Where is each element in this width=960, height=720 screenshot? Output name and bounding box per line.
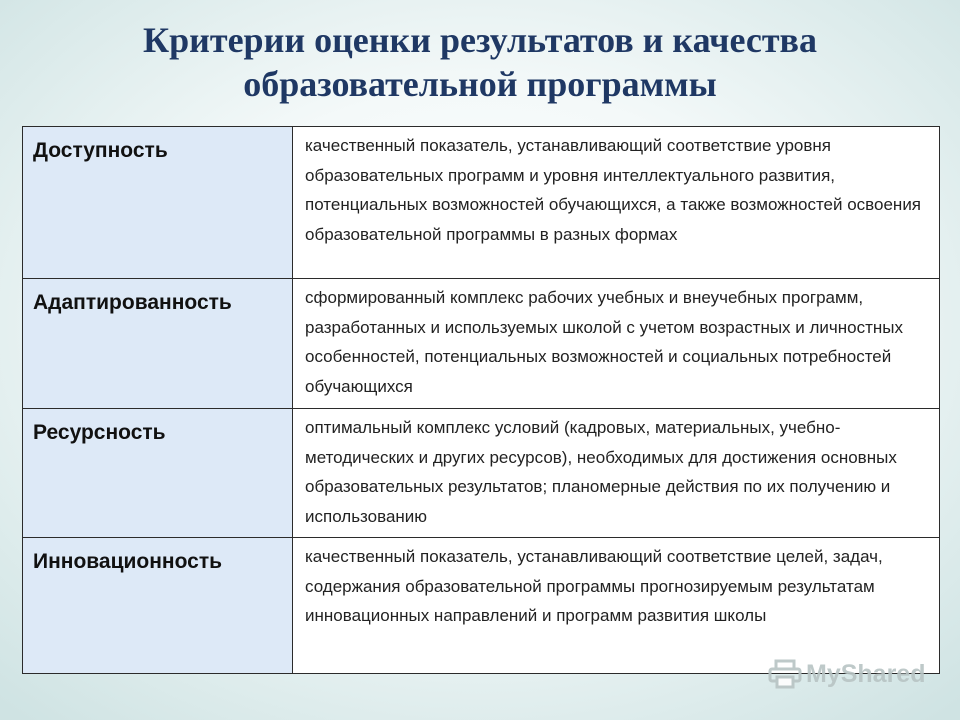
criterion-term: Ресурсность xyxy=(23,409,293,538)
criterion-definition: сформированный комплекс рабочих учебных и внеучебных программ, разработанных и используемых школой с учетом возрастных и личностных особенностей, потенциальных возможностей и социальных потребностей обучающихся xyxy=(293,279,940,409)
table-row xyxy=(23,409,940,538)
table-row xyxy=(23,538,940,674)
printer-icon xyxy=(768,659,802,689)
table-row xyxy=(23,279,940,409)
slide-title xyxy=(0,18,960,106)
watermark-text: MyShared xyxy=(806,659,926,688)
criterion-definition: качественный показатель, устанавливающий соответствие целей, задач, содержания образовательной программы прогнозируемым результатам инновационных направлений и программ развития школы xyxy=(293,538,940,674)
criterion-definition: оптимальный комплекс условий (кадровых, материальных, учебно-методических и других ресурсов), необходимых для достижения основных образовательных результатов; планомерные действия по их получению и использованию xyxy=(293,409,940,538)
watermark xyxy=(768,657,925,691)
criterion-term: Адаптированность xyxy=(23,279,293,409)
criterion-definition: качественный показатель, устанавливающий соответствие уровня образовательных программ и уровня интеллектуального развития, потенциальных возможностей обучающихся, а также возможностей освоения образовательной программы в разных формах xyxy=(293,127,940,279)
table-row xyxy=(23,127,940,279)
criterion-term: Инновационность xyxy=(23,538,293,674)
slide-title-line-2: образовательной программы xyxy=(243,64,717,104)
criteria-table xyxy=(22,126,940,674)
criterion-term: Доступность xyxy=(23,127,293,279)
slide-title-line-1: Критерии оценки результатов и качества xyxy=(143,20,817,60)
